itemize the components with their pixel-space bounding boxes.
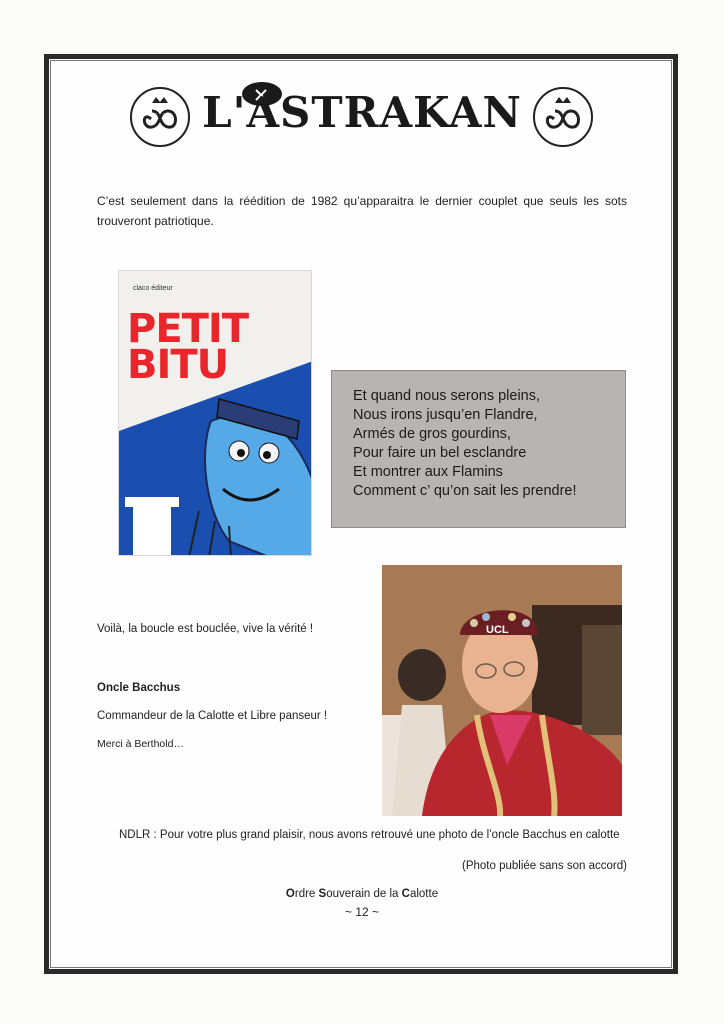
footer-word-rdre: rdre: [294, 888, 316, 900]
book-title-line1: PETIT: [127, 306, 249, 352]
footer-order-title: [0, 888, 724, 900]
poem-line: Pour faire un bel esclandre: [353, 445, 527, 461]
poem-line: Armés de gros gourdins,: [353, 426, 511, 442]
closing-line: Voilà, la boucle est bouclée, vive la vérité !: [97, 623, 314, 635]
book-title-line2: BITU: [127, 342, 229, 388]
photo-hat-text: UCL: [486, 624, 509, 636]
poem-box: [331, 370, 626, 528]
book-cover: [118, 270, 312, 556]
author-role: Commandeur de la Calotte et Libre panseur !: [97, 710, 328, 722]
poem-line: Comment c’ qu’on sait les prendre!: [353, 483, 577, 499]
book-title: [127, 306, 249, 388]
photo-caption: (Photo publiée sans son accord): [462, 860, 627, 872]
footer-word-alotte: alotte: [409, 888, 439, 900]
intro-paragraph: C’est seulement dans la réédition de 1982 qu’apparaitra le dernier couplet que seuls les sots trouveront patriotique.: [97, 194, 627, 228]
masthead-title: L'ASTRAKAN: [202, 88, 522, 137]
footer-initial-c: C: [401, 888, 410, 900]
book-publisher: claco éditeur: [133, 285, 173, 292]
page-number: ~ 12 ~: [344, 905, 380, 919]
footer-initial-o: O: [285, 888, 295, 900]
poem-line: Nous irons jusqu’en Flandre,: [353, 407, 538, 423]
author-name: Oncle Bacchus: [97, 682, 181, 694]
left-seal-icon: [130, 87, 190, 147]
poem-line: Et quand nous serons pleins,: [353, 388, 541, 404]
photo-oncle-bacchus: [382, 565, 622, 816]
right-seal-icon: [533, 87, 593, 147]
poem-line: Et montrer aux Flamins: [353, 464, 503, 480]
ndlr-note: NDLR : Pour votre plus grand plaisir, nous avons retrouvé une photo de l’oncle Bacchus en calotte: [119, 829, 620, 841]
masthead: [196, 80, 528, 152]
thanks-line: Merci à Berthold…: [97, 738, 184, 750]
footer-word-ouverain: ouverain de la: [326, 888, 399, 900]
footer-initial-s: S: [318, 888, 327, 900]
